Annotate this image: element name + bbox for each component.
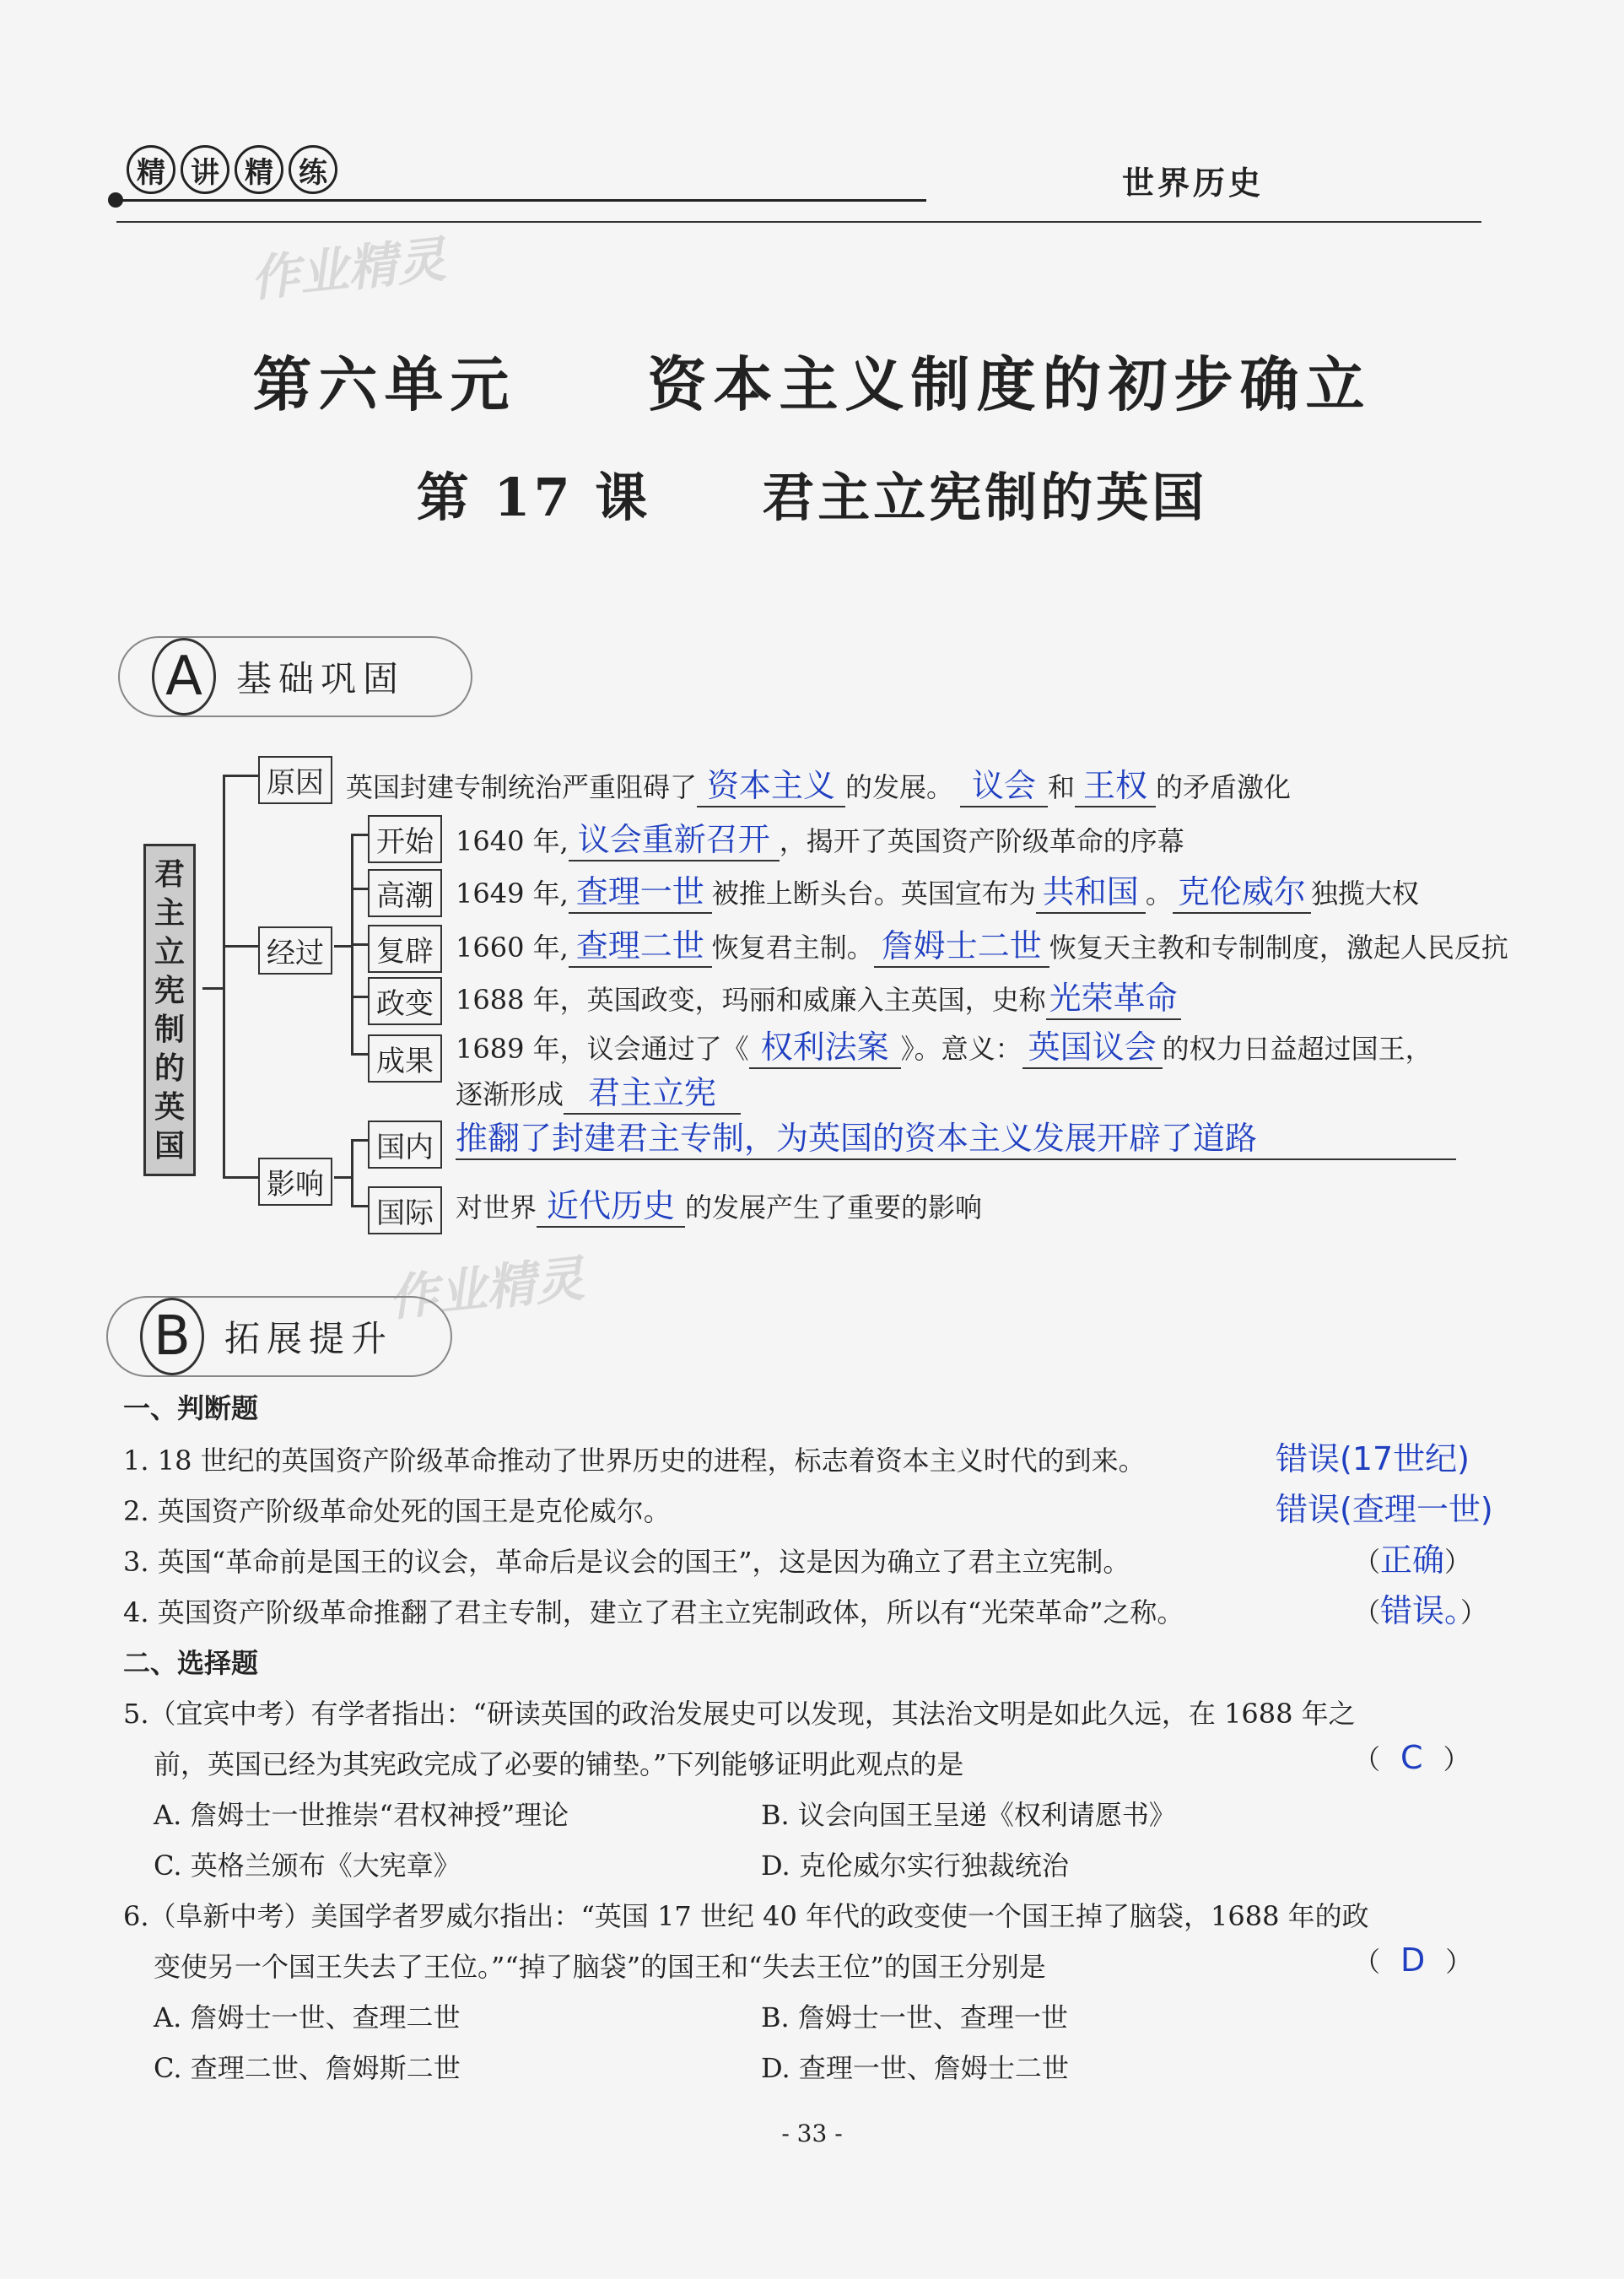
q6-option-a: A. 詹姆士一世、查理二世 [154, 2001, 461, 2033]
start-row: 1640 年, 议会重新召开 ，揭开了英国资产阶级革命的序幕 [456, 813, 1184, 861]
badge-char: 精 [127, 145, 175, 194]
impact-label: 影响 [258, 1158, 332, 1206]
restoration-label: 复辟 [368, 925, 442, 973]
result-label: 成果 [368, 1034, 442, 1083]
domestic-row [456, 1112, 1456, 1160]
section-a-title: 基础巩固 [236, 658, 406, 699]
reason-label: 原因 [258, 756, 332, 804]
q5-line2: 前，英国已经为其宪政完成了必要的铺垫。”下列能够证明此观点的是 [154, 1748, 964, 1780]
mindmap-root: 君主立宪制的英国 [143, 844, 196, 1176]
answer-blank: 近代历史 [537, 1180, 685, 1228]
series-badge [127, 145, 337, 194]
answer-blank: 议会重新召开 [569, 813, 780, 861]
judge-answer-4-wrap: （错误。） [1353, 1592, 1488, 1629]
q5-option-d: D. 克伦威尔实行独裁统治 [761, 1850, 1069, 1882]
q5-option-b: B. 议会向国王呈递《权利请愿书》 [761, 1799, 1176, 1831]
badge-char: 讲 [181, 145, 229, 194]
coup-label: 政变 [368, 977, 442, 1025]
answer-blank: 资本主义 [697, 759, 845, 807]
international-row: 对世界 近代历史 的发展产生了重要的影响 [456, 1180, 982, 1228]
section-a-header [118, 636, 472, 717]
reason-row: 英国封建专制统治严重阻碍了 资本主义 的发展。 议会 和 王权 的矛盾激化 [346, 759, 1291, 807]
q5-option-a: A. 詹姆士一世推崇“君权神授”理论 [154, 1799, 569, 1831]
result-row-2: 逐渐形成 君主立宪 [456, 1067, 741, 1115]
judge-question-4: 4. 英国资产阶级革命推翻了君主专制，建立了君主立宪制政体，所以有“光荣革命”之称。 [123, 1596, 1184, 1628]
q6-option-d: D. 查理一世、詹姆士二世 [761, 2052, 1069, 2084]
badge-char: 精 [235, 145, 283, 194]
judge-question-3: 3. 英国“革命前是国王的议会，革命后是议会的国王”，这是因为确立了君主立宪制。 [123, 1546, 1130, 1578]
judge-question-2: 2. 英国资产阶级革命处死的国王是克伦威尔。 [123, 1495, 671, 1527]
subject-label: 世界历史 [1122, 164, 1265, 202]
badge-char: 练 [289, 145, 337, 194]
judge-answer-3-wrap: （正确） [1353, 1542, 1472, 1579]
answer-blank: 英国议会 [1022, 1021, 1163, 1069]
header-rule [116, 221, 1481, 223]
judge-answer-1: 错误(17世纪) [1276, 1440, 1470, 1477]
judge-answer-4: 错误。 [1380, 1592, 1461, 1629]
answer-blank: 查理二世 [569, 920, 712, 968]
unit-title: 第六单元 资本主义制度的初步确立 [252, 349, 1372, 419]
judge-question-1: 1. 18 世纪的英国资产阶级革命推动了世界历史的进程，标志着资本主义时代的到来。 [123, 1445, 1146, 1477]
international-label: 国际 [368, 1186, 442, 1234]
q5-answer: C [1400, 1739, 1423, 1776]
q6-line1: 6.（阜新中考）美国学者罗威尔指出：“英国 17 世纪 40 年代的政变使一个国王掉了脑袋，1688 年的政 [123, 1900, 1369, 1932]
q6-answer-wrap: （ D ） [1353, 1941, 1473, 1979]
watermark: 作业精灵 [386, 1250, 587, 1327]
domestic-label: 国内 [368, 1121, 442, 1169]
answer-blank: 共和国 [1036, 866, 1146, 914]
climax-row: 1649 年, 查理一世 被推上断头台。英国宣布为 共和国 。 克伦威尔 独揽大权 [456, 866, 1419, 914]
q5-answer-wrap: （ C ） [1353, 1739, 1470, 1776]
part2-heading: 二、选择题 [123, 1647, 259, 1679]
coup-row: 1688 年，英国政变，玛丽和威廉入主英国，史称 光荣革命 [456, 972, 1181, 1020]
judge-answer-3: 正确 [1380, 1542, 1445, 1579]
q6-option-b: B. 詹姆士一世、查理一世 [761, 2001, 1068, 2033]
answer-blank: 议会 [960, 759, 1048, 807]
page-number: - 33 - [781, 2120, 843, 2147]
section-a-letter: A [152, 638, 216, 716]
answer-blank: 查理一世 [569, 866, 712, 914]
q5-line1: 5.（宜宾中考）有学者指出：“研读英国的政治发展史可以发现，其法治文明是如此久远，在 1688 年之 [123, 1698, 1356, 1730]
judge-answer-2: 错误(查理一世) [1276, 1491, 1493, 1528]
q6-answer: D [1400, 1941, 1426, 1979]
answer-blank: 光荣革命 [1046, 972, 1181, 1020]
section-b-header [106, 1296, 452, 1377]
result-row: 1689 年，议会通过了《 权利法案 》。意义： 英国议会 的权力日益超过国王， [456, 1021, 1432, 1069]
answer-blank: 权利法案 [749, 1021, 901, 1069]
section-b-title: 拓展提升 [224, 1318, 394, 1359]
answer-blank: 詹姆士二世 [874, 920, 1049, 968]
watermark: 作业精灵 [247, 230, 449, 308]
start-label: 开始 [368, 815, 442, 863]
process-label: 经过 [258, 926, 332, 975]
section-b-letter: B [140, 1298, 204, 1375]
answer-blank: 克伦威尔 [1173, 866, 1311, 914]
header-rule [116, 199, 926, 202]
q6-option-c: C. 查理二世、詹姆斯二世 [154, 2052, 461, 2084]
q5-option-c: C. 英格兰颁布《大宪章》 [154, 1850, 461, 1882]
restoration-row: 1660 年, 查理二世 恢复君主制。 詹姆士二世 恢复天主教和专制制度，激起人民反抗 [456, 920, 1508, 968]
answer-blank: 君主立宪 [564, 1067, 741, 1115]
answer-blank: 推翻了封建君主专制，为英国的资本主义发展开辟了道路 [456, 1112, 1456, 1160]
part1-heading: 一、判断题 [123, 1392, 259, 1424]
answer-blank: 王权 [1075, 759, 1156, 807]
q6-line2: 变使另一个国王失去了王位。”“掉了脑袋”的国王和“失去王位”的国王分别是 [154, 1951, 1046, 1983]
lesson-title: 第 17 课 君主立宪制的英国 [416, 467, 1208, 528]
climax-label: 高潮 [368, 869, 442, 917]
